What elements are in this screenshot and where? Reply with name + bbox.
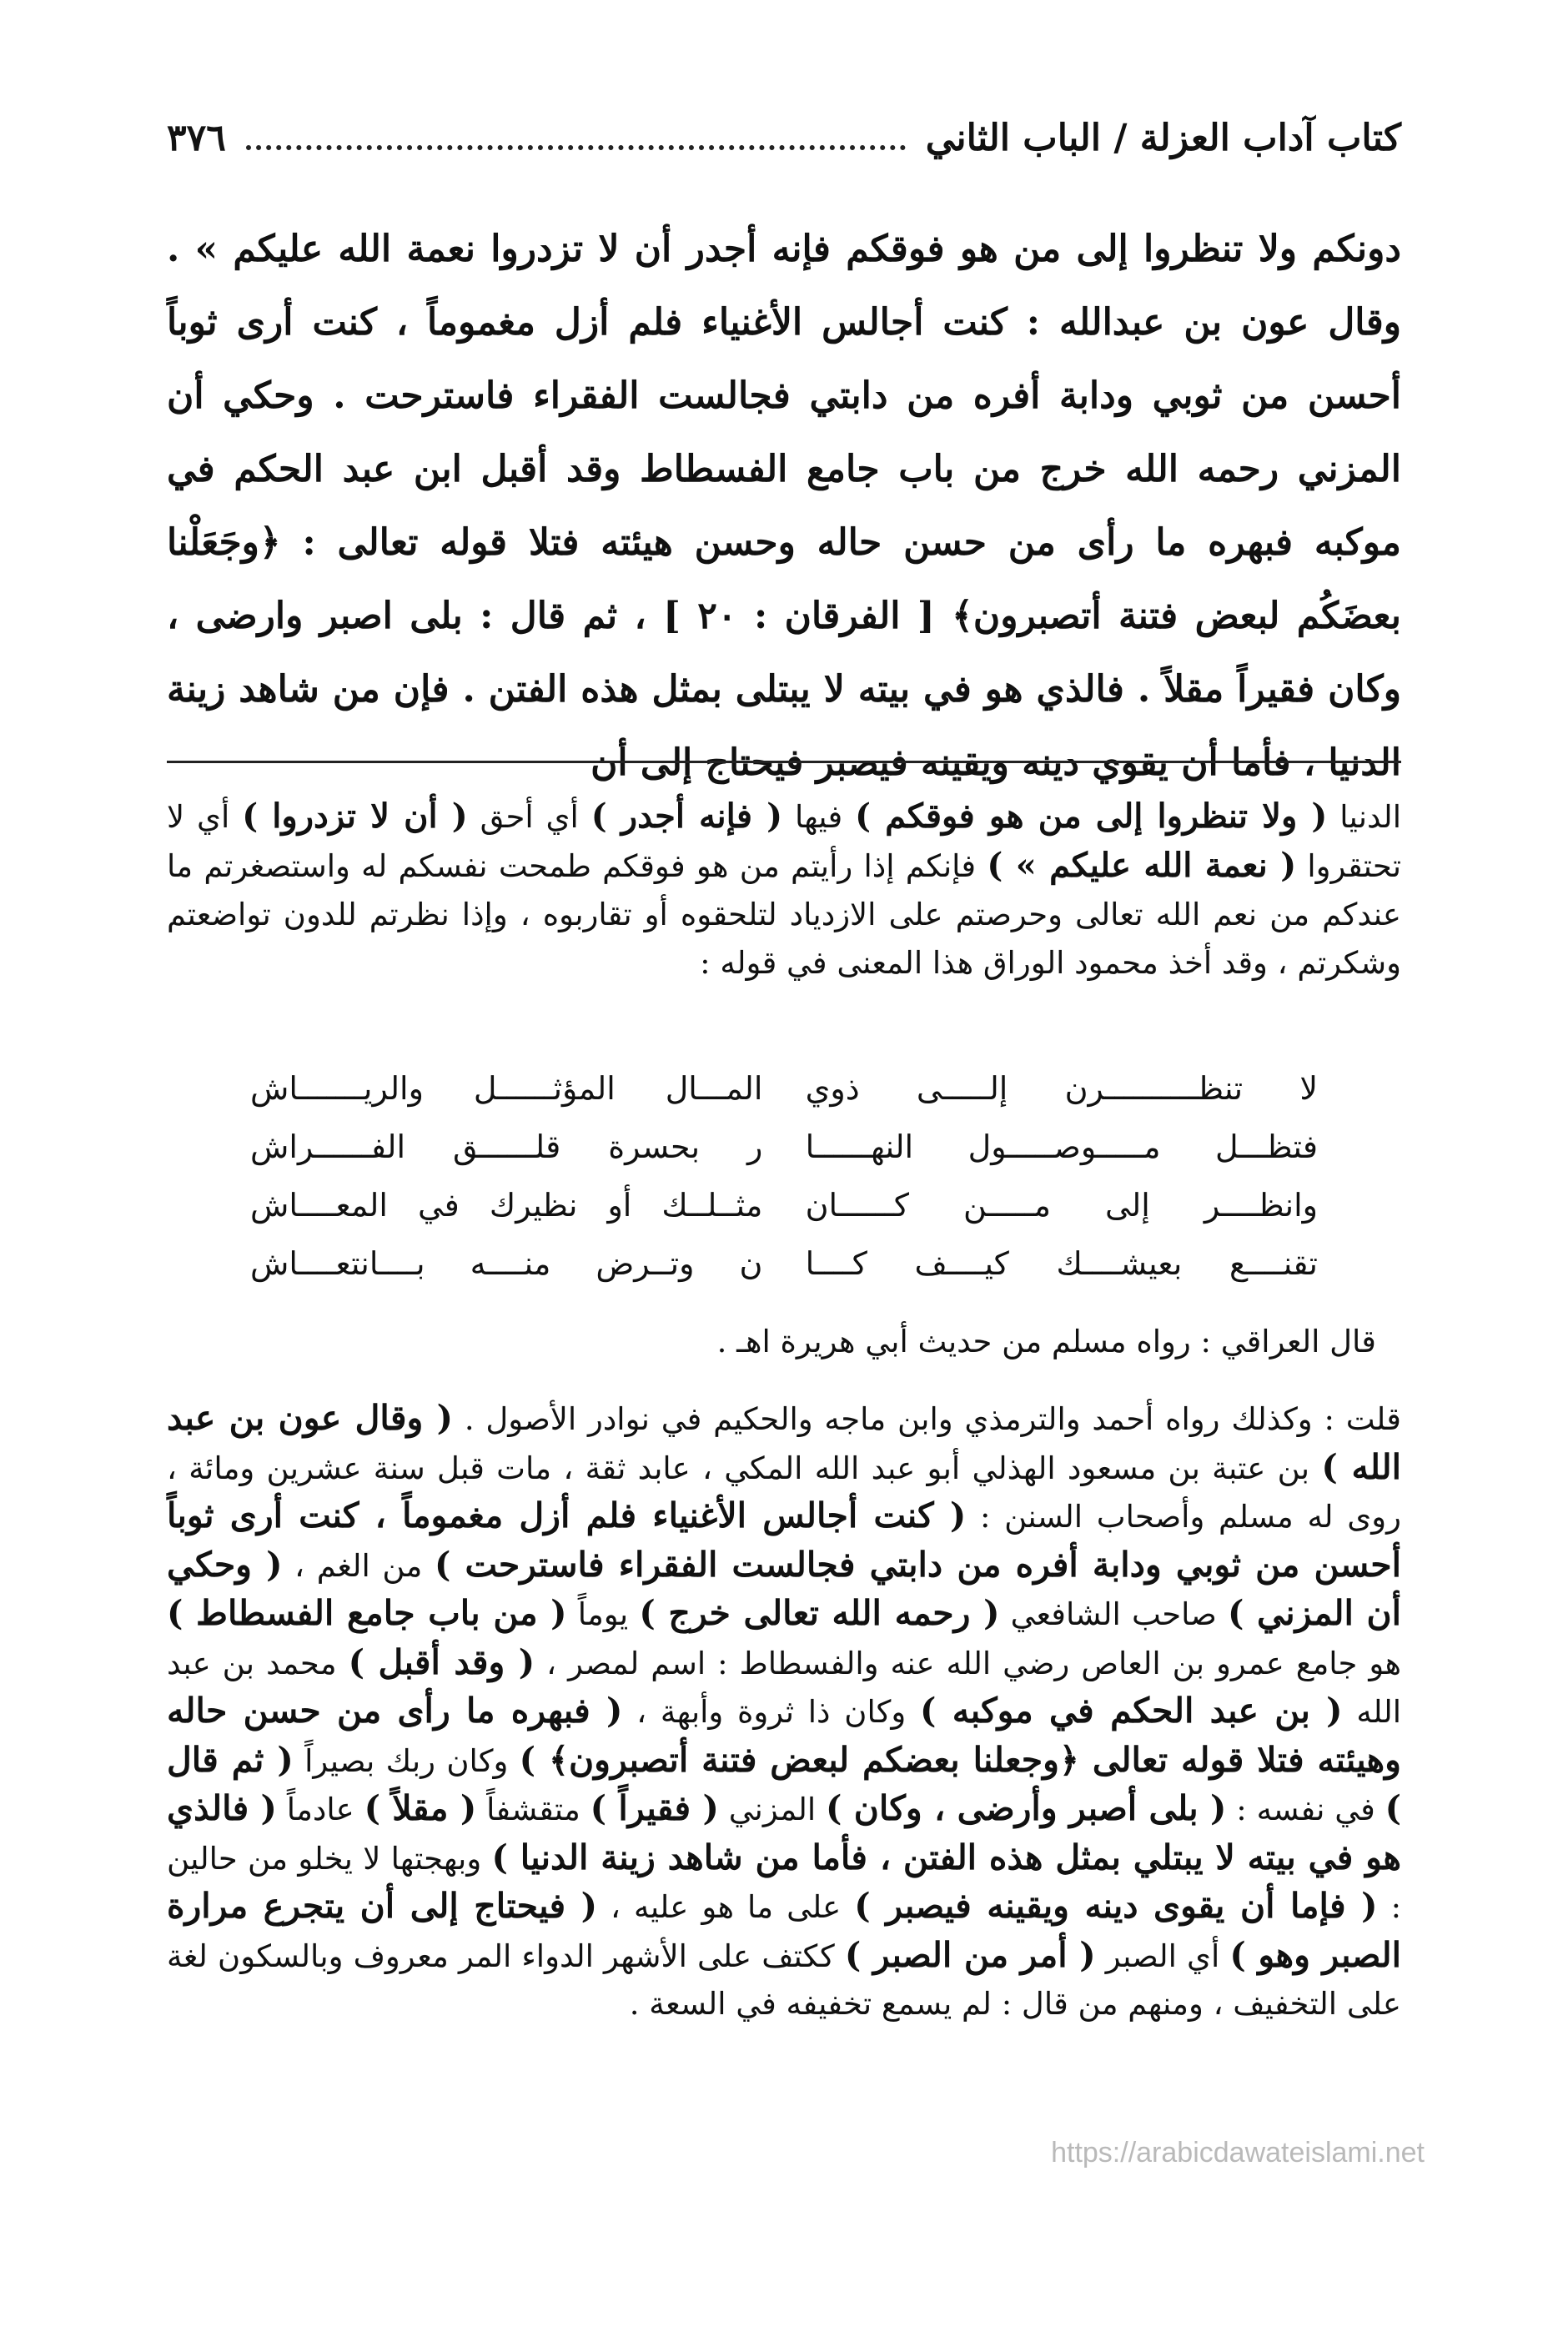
- footnote-paragraph: [167, 792, 1401, 988]
- poem-second-hemistich: مثــلــك أو نظيرك في المعــــاش: [250, 1187, 763, 1224]
- hadith-citation: قال العراقي : رواه مسلم من حديث أبي هريرة اهـ .: [716, 1324, 1376, 1359]
- quoted-text: ( كنت أجالس الأغنياء فلم أزل مغموماً ، كنت أرى ثوباً أحسن من ثوبي ودابة أفره من دابتي فجالست الفقراء فاسترحت ): [167, 1495, 1402, 1585]
- poem-second-hemistich: ن وتــرض منــــه بــــانتعــــاش: [250, 1245, 763, 1282]
- quoted-text: ( أمر من الصبر ): [844, 1934, 1096, 1975]
- quoted-text: ( بن عبد الحكم في موكبه ): [920, 1691, 1343, 1731]
- quoted-text: ( رحمه الله تعالى خرج ): [639, 1593, 1000, 1633]
- poem-verse: [250, 1118, 1318, 1176]
- quoted-text: ( من باب جامع الفسطاط ): [167, 1593, 567, 1633]
- poem-first-hemistich: فتظـــل مـــــوصـــــول النهــــــا: [805, 1128, 1318, 1165]
- page-number: ٣٧٦: [167, 116, 226, 159]
- plain-text: أي أحق: [480, 799, 579, 835]
- plain-text: أي لا تحتقروا: [167, 799, 1402, 884]
- plain-text: الدنيا: [1339, 799, 1401, 835]
- quoted-text: ( فيحتاج إلى أن يتجرع مرارة الصبر وهو ): [167, 1886, 1401, 1975]
- plain-text: صاحب الشافعي: [1010, 1596, 1217, 1632]
- quoted-text: ( فإنه أجدر ): [591, 797, 782, 836]
- plain-text: في نفسه :: [1236, 1792, 1375, 1827]
- quoted-text: ( ثم قال ): [167, 1739, 1402, 1828]
- footnote-separator: [167, 761, 1401, 763]
- plain-text: عادماً: [286, 1792, 354, 1827]
- commentary: [167, 1395, 1401, 2028]
- page-header: [167, 108, 1401, 167]
- quoted-text: ( فقيراً ): [590, 1788, 719, 1828]
- poem: [250, 1059, 1318, 1293]
- main-text: [167, 213, 1401, 800]
- plain-text: وكان ذا ثروة وأبهة ،: [636, 1694, 907, 1730]
- poem-first-hemistich: وانظــــر إلى مـــــن كــــــان: [805, 1187, 1318, 1224]
- footnote-commentary: [167, 792, 1401, 988]
- quoted-text: ( وقد أقبل ): [348, 1641, 535, 1682]
- quoted-text: ( وقال عون بن عبد الله ): [167, 1398, 1401, 1487]
- quoted-text: ( بلى أصبر وأرضى ، وكان ): [826, 1788, 1227, 1828]
- running-title: كتاب آداب العزلة / الباب الثاني: [925, 116, 1401, 159]
- source-watermark: https://arabicdawateislami.net: [1051, 2137, 1425, 2169]
- poem-first-hemistich: تقنــــع بعيشــــك كيــــف كــــا: [805, 1245, 1318, 1282]
- quoted-text: ( وحكي أن المزني ): [167, 1544, 1401, 1633]
- plain-text: وبهجتها لا يخلو من حالين :: [167, 1840, 1402, 1925]
- poem-verse: [250, 1059, 1318, 1118]
- quoted-text: ( مقلاً ): [364, 1788, 477, 1828]
- quoted-text: ( فالذي هو في بيته لا يبتلي بمثل هذه الفتن ، فأما من شاهد زينة الدنيا ): [167, 1788, 1401, 1877]
- plain-text: متقشفاً: [486, 1792, 580, 1827]
- plain-text: محمد بن عبد الله: [167, 1645, 1402, 1730]
- commentary-paragraph: [167, 1395, 1401, 2028]
- poem-verse: [250, 1176, 1318, 1234]
- poem-second-hemistich: المـــال المؤثــــــل والريـــــــاش: [250, 1070, 763, 1107]
- plain-text: وكان ربك بصيراً: [304, 1742, 509, 1779]
- plain-text: المزني: [728, 1792, 817, 1827]
- plain-text: ككتف على الأشهر الدواء المر معروف وبالسكون لغة على التخفيف ، ومنهم من قال : لم يسمع تخفيفه في السعة .: [167, 1937, 1401, 2022]
- plain-text: أي الصبر: [1105, 1937, 1220, 1974]
- plain-text: فإنكم إذا رأيتم من هو فوقكم طمحت نفسكم له واستصغرتم ما عندكم من نعم الله تعالى وحرصتم على الازدياد لتلحقوه أو تقاربوه ، وإذا نظرتم للدون تواضعتم وشكرتم ، وقد أخذ محمود الوراق هذا المعنى في قوله :: [167, 848, 1401, 981]
- main-paragraph: دونكم ولا تنظروا إلى من هو فوقكم فإنه أجدر أن لا تزدروا نعمة الله عليكم » . وقال عون بن عبدالله : كنت أجالس الأغنياء فلم أزل مغموماً ، كنت أرى ثوباً أحسن من ثوبي ودابة أفره من دابتي فجالست الفقراء فاسترحت . وحكي أن المزني رحمه الله خرج من باب جامع الفسطاط وقد أقبل ابن عبد الحكم في موكبه فبهره ما رأى من حسن حاله وحسن هيئته فتلا قوله تعالى : ﴿وجَعَلْنا بعضَكُم لبعض فتنة أتصبرون﴾ [ الفرقان : ٢٠ ] ، ثم قال : بلى اصبر وارضى ، وكان فقيراً مقلاً . فالذي هو في بيته لا يبتلى بمثل هذه الفتن . فإن من شاهد زينة الدنيا ، فأما أن يقوي دينه ويقينه فيصبر فيحتاج إلى أن: [167, 228, 1402, 784]
- plain-text: بن عتبة بن مسعود الهذلي أبو عبد الله المكي ، عابد ثقة ، مات قبل سنة عشرين ومائة ، روى له مسلم وأصحاب السنن :: [167, 1450, 1401, 1535]
- quoted-text: ( ولا تنظروا إلى من هو فوقكم ): [855, 797, 1328, 836]
- plain-text: هو جامع عمرو بن العاص رضي الله عنه والفسطاط : اسم لمصر ،: [546, 1645, 1402, 1681]
- plain-text: قلت : وكذلك رواه أحمد والترمذي وابن ماجه والحكيم في نوادر الأصول .: [464, 1401, 1401, 1437]
- quoted-text: ( فإما أن يقوى دينه ويقينه فيصبر ): [854, 1886, 1378, 1926]
- quoted-text: ( أن لا تزدروا ): [242, 797, 468, 836]
- poem-second-hemistich: ر بحسرة قلــــــق الفــــــراش: [250, 1128, 763, 1165]
- header-dotted-leader: [246, 145, 906, 150]
- poem-first-hemistich: لا تنظــــــــــرن إلـــــى ذوي: [805, 1070, 1318, 1107]
- quoted-text: ( فبهره ما رأى من حسن حاله وهيئته فتلا قوله تعالى ﴿وجعلنا بعضكم لبعض فتنة أتصبرون﴾ ): [167, 1691, 1401, 1780]
- plain-text: على ما هو عليه ،: [611, 1889, 842, 1925]
- quoted-text: ( نعمة الله عليكم » ): [987, 846, 1297, 885]
- plain-text: من الغم ،: [294, 1547, 423, 1584]
- plain-text: فيها: [794, 799, 843, 835]
- plain-text: يوماً: [577, 1596, 629, 1632]
- poem-verse: [250, 1234, 1318, 1293]
